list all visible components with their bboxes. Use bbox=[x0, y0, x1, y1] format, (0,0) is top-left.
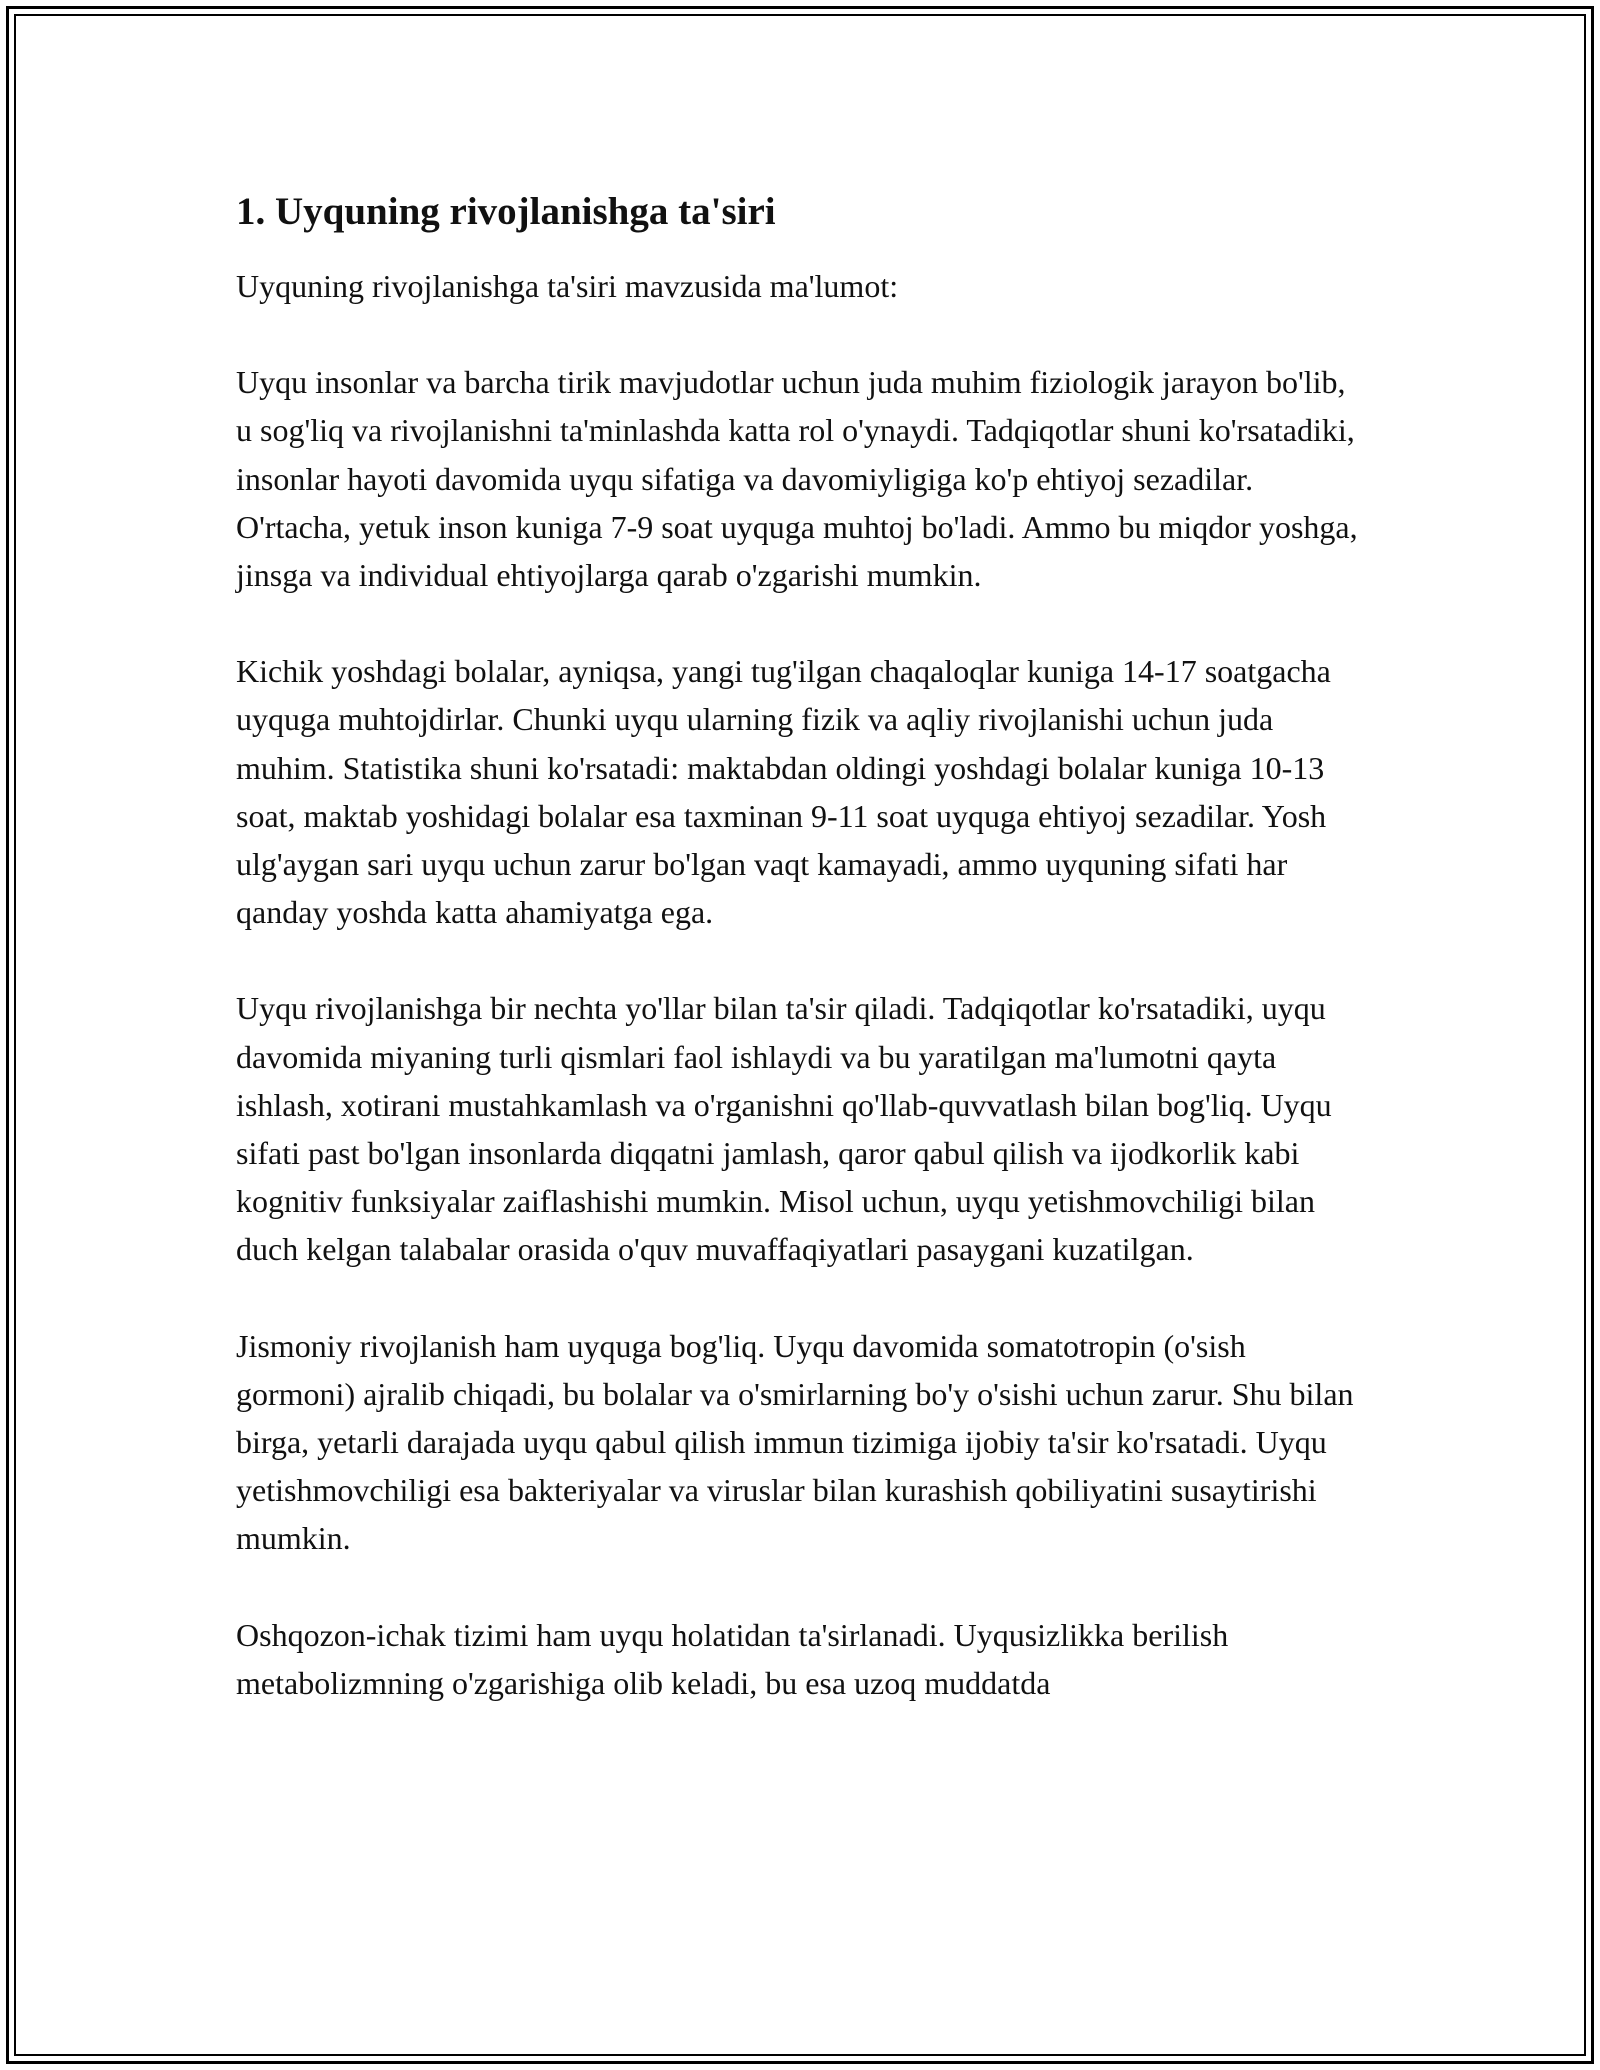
paragraph-cognitive-effects: Uyqu rivojlanishga bir nechta yo'llar bilan ta'sir qiladi. Tadqiqotlar ko'rsatadiki, uyqu davomida miyaning turli qismlari faol ishlaydi va bu yaratilgan ma'lumotni qayta ishlash, xotirani mustahkamlash va o'rganishni qo'llab-quvvatlash bilan bog'liq. Uyqu sifati past bo'lgan insonlarda diqqatni jamlash, qaror qabul qilish va ijodkorlik kabi kognitiv funksiyalar zaiflashishi mumkin. Misol uchun, uyqu yetishmovchiligi bilan duch kelgan talabalar orasida o'quv muvaffaqiyatlari pasaygani kuzatilgan. bbox=[236, 990, 1332, 1268]
paragraph-children-sleep: Kichik yoshdagi bolalar, ayniqsa, yangi tug'ilgan chaqaloqlar kuniga 14-17 soatgacha uyquga muhtojdirlar. Chunki uyqu ularning fizik va aqliy rivojlanishi uchun juda muhim. Statistika shuni ko'rsatadi: maktabdan oldingi yoshdagi bolalar kuniga 10-13 soat, maktab yoshidagi bolalar esa taxminan 9-11 soat uyquga ehtiyoj sezadilar. Yosh ulg'aygan sari uyqu uchun zarur bo'lgan vaqt kamayadi, ammo uyquning sifati har qanday yoshda katta ahamiyatga ega. bbox=[236, 653, 1331, 931]
paragraph-digestive-system: Oshqozon-ichak tizimi ham uyqu holatidan ta'sirlanadi. Uyqusizlikka berilish metabolizmning o'zgarishiga olib keladi, bu esa uzoq muddatda bbox=[236, 1616, 1229, 1701]
document-body bbox=[236, 188, 1366, 1755]
paragraph-sleep-physiology: Uyqu insonlar va barcha tirik mavjudotlar uchun juda muhim fiziologik jarayon bo'lib, u sog'liq va rivojlanishni ta'minlashda katta rol o'ynaydi. Tadqiqotlar shuni ko'rsatadiki, insonlar hayoti davomida uyqu sifatiga va davomiyligiga ko'p ehtiyoj sezadilar. O'rtacha, yetuk inson kuniga 7-9 soat uyquga muhtoj bo'ladi. Ammo bu miqdor yoshga, jinsga va individual ehtiyojlarga qarab o'zgarishi mumkin. bbox=[236, 364, 1358, 594]
intro-line: Uyquning rivojlanishga ta'siri mavzusida ma'lumot: bbox=[236, 268, 899, 304]
section-heading: 1. Uyquning rivojlanishga ta'siri bbox=[236, 190, 776, 233]
paragraph-physical-development: Jismoniy rivojlanish ham uyquga bog'liq. Uyqu davomida somatotropin (o'sish gormoni) ajralib chiqadi, bu bolalar va o'smirlarning bo'y o'sishi uchun zarur. Shu bilan birga, yetarli darajada uyqu qabul qilish immun tizimiga ijobiy ta'sir ko'rsatadi. Uyqu yetishmovchiligi esa bakteriyalar va viruslar bilan kurashish qobiliyatini susaytirishi mumkin. bbox=[236, 1327, 1354, 1557]
